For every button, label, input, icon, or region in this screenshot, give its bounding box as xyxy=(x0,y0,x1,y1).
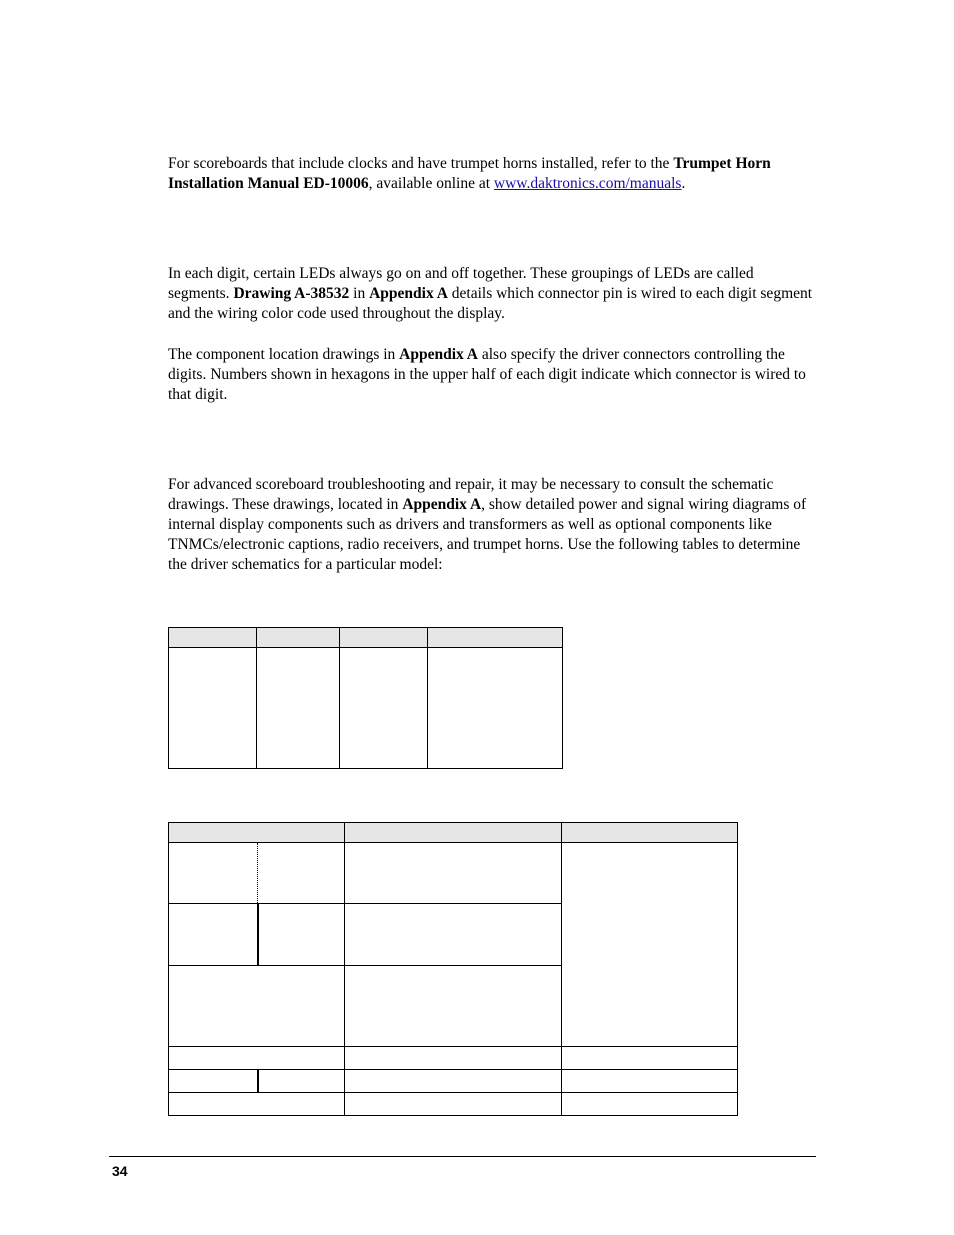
schematics-paragraph: For advanced scoreboard troubleshooting and repair, it may be necessary to consult the schematic drawings. These drawings, located in Appendix A, show detailed power and signal wiring diagrams of internal display components such as drivers and transformers as well as optional components like TNMCs/electronic captions, radio receivers, and trumpet horns. Use the following tables to determine the driver schematics for a particular model: xyxy=(168,476,807,573)
table-row xyxy=(169,1047,738,1070)
table-cell xyxy=(169,1047,345,1070)
table-cell xyxy=(562,1070,738,1093)
table-cell xyxy=(345,1047,562,1070)
table-cell xyxy=(340,648,428,769)
drawing-reference: Drawing A-38532 xyxy=(233,285,350,302)
table-cell xyxy=(345,1070,562,1093)
table-cell xyxy=(345,904,562,966)
table-row xyxy=(169,1093,738,1116)
table-cell xyxy=(169,904,258,966)
manuals-link[interactable]: www.daktronics.com/manuals xyxy=(493,175,682,192)
header-cell xyxy=(169,823,345,843)
appendix-reference: Appendix A xyxy=(399,346,478,363)
table-row xyxy=(169,843,738,904)
table-cell xyxy=(428,648,563,769)
trumpet-horn-paragraph: For scoreboards that include clocks and have trumpet horns installed, refer to the Trumpet Horn Installation Manual ED-10006, available online at www.daktronics.com/manuals. xyxy=(168,155,771,192)
header-cell xyxy=(257,628,340,648)
header-cell xyxy=(428,628,563,648)
footer-divider xyxy=(109,1156,816,1157)
table-cell xyxy=(169,966,345,1047)
table-header-row xyxy=(169,628,563,648)
table-cell xyxy=(562,1093,738,1116)
table-cell xyxy=(169,1070,258,1093)
table-cell xyxy=(258,904,345,966)
table-cell xyxy=(345,966,562,1047)
table-cell xyxy=(345,1093,562,1116)
appendix-reference: Appendix A xyxy=(402,496,482,513)
table-header-row xyxy=(169,823,738,843)
header-cell xyxy=(169,628,257,648)
segments-paragraph: In each digit, certain LEDs always go on and off together. These groupings of LEDs are called segments. Drawing A-38532 in Appendix A details which connector pin is wired to each digit segment and the wiring color code used throughout the display. xyxy=(168,265,813,322)
table-cell xyxy=(257,648,340,769)
connectors-paragraph: The component location drawings in Appendix A also specify the driver connectors controlling the digits. Numbers shown in hexagons in the upper half of each digit indicate which connector is wired to that digit. xyxy=(168,346,806,403)
table-row xyxy=(169,648,563,769)
header-cell xyxy=(562,823,738,843)
table-cell xyxy=(169,648,257,769)
table-cell xyxy=(169,843,258,904)
schematics-table-1 xyxy=(168,627,563,769)
schematics-table-2 xyxy=(168,822,738,1116)
table-row xyxy=(169,1070,738,1093)
page-number: 34 xyxy=(112,1163,128,1179)
table-cell xyxy=(562,1047,738,1070)
table-cell xyxy=(562,843,738,1047)
appendix-reference: Appendix A xyxy=(369,285,448,302)
table-cell xyxy=(169,1093,345,1116)
table-cell xyxy=(258,1070,345,1093)
table-cell xyxy=(345,843,562,904)
header-cell xyxy=(345,823,562,843)
header-cell xyxy=(340,628,428,648)
table-cell xyxy=(258,843,345,904)
manual-reference: Trumpet Horn Installation Manual ED-10006 xyxy=(168,155,771,192)
